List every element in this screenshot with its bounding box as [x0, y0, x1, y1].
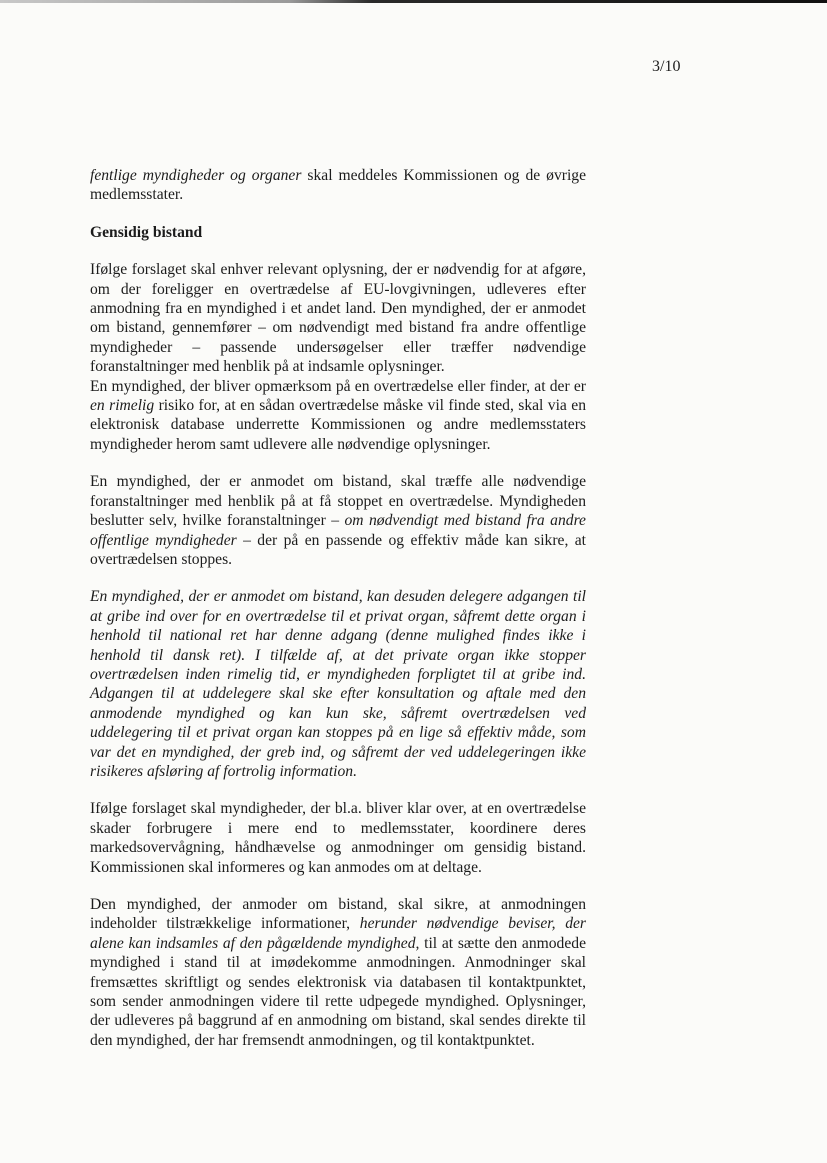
- page-number: 3/10: [652, 58, 681, 75]
- italic-text-run: herunder nødvendige beviser, der alene kan indsamles af den pågældende myndighed,: [90, 915, 586, 952]
- text-run: En myndighed, der bliver opmærksom på en overtrædelse eller finder, at der er: [90, 377, 586, 395]
- paragraph: [90, 166, 586, 205]
- italic-text-run: En myndighed, der er anmodet om bistand, kan desuden delegere adgangen til at gribe ind over for en overtrædelse til et privat organ, såfremt dette organ i henhold til national ret har denne adgang (denne mulighed findes ikke i henhold til dansk ret). I tilfælde af, at det private organ ikke stopper overtrædelsen inden rimelig tid, er myndigheden forpligtet til at gribe ind. Adgangen til at uddelegere skal ske efter konsultation og aftale med den anmodende myndighed og kan kun ske, såfremt overtrædelsen ved uddelegering til et privat organ kan stoppes på en lige så effektiv måde, som var det en myndighed, der greb ind, og såfremt der ved uddelegeringen ikke risikeres afsløring af fortrolig information.: [90, 588, 586, 780]
- text-run: skal meddeles Kommissionen og de øvrige medlemsstater.: [90, 167, 586, 204]
- paragraph: [90, 260, 586, 376]
- scan-edge: [0, 0, 827, 3]
- section-gensidig-bistand: [90, 223, 586, 377]
- text-run: – der på en passende og effektiv måde kan sikre, at overtrædelsen stoppes.: [90, 531, 586, 568]
- text-run: Ifølge forslaget skal enhver relevant oplysning, der er nødvendig for at afgøre, om der foreligger en overtrædelse af EU-lovgivningen, udleveres efter anmodning fra en myndighed i et andet land. Den myndighed, der er anmodet om bistand, gennemfører – om nødvendigt med bistand fra andre offentlige myndigheder – passende undersøgelser eller træffer nødvendige foranstaltninger med henblik på at indsamle oplysninger.: [90, 261, 586, 376]
- paragraph: [90, 799, 586, 877]
- paragraph: [90, 377, 586, 455]
- italic-text-run: fentlige myndigheder og organer: [90, 167, 302, 184]
- text-run: risiko for, at en sådan overtrædelse måske vil finde sted, skal via en elektronisk database underrette Kommissionen og andre medlemsstaters myndigheder herom samt udlevere alle nødvendige oplysninger.: [90, 397, 586, 453]
- paragraph: [90, 587, 586, 781]
- italic-text-run: en rimelig: [90, 397, 155, 415]
- document-body: [90, 166, 586, 1050]
- text-run: En myndighed, der er anmodet om bistand, skal træffe alle nødvendige foranstaltninger med henblik på at få stoppet en overtrædelse. Myndigheden beslutter selv, hvilke foranstaltninger –: [90, 473, 586, 530]
- text-run: Ifølge forslaget skal myndigheder, der bl.a. bliver klar over, at en overtrædelse skader forbrugere i mere end to medlemsstater, koordinere deres markedsovervågning, håndhævelse og anmodninger om gensidig bistand. Kommissionen skal informeres og kan anmodes om at deltage.: [90, 800, 586, 876]
- text-run: til at sætte den anmodede myndighed i stand til at imødekomme anmodningen. Anmodninger skal fremsættes skriftligt og sendes elektronisk via databasen til kontaktpunktet, som sender anmodningen videre til rette udpegede myndighed. Oplysninger, der udleveres på baggrund af en anmodning om bistand, skal sendes direkte til den myndighed, der har fremsendt anmodningen, og til kontaktpunktet.: [90, 934, 586, 1049]
- paragraph: [90, 472, 586, 569]
- section-heading: Gensidig bistand: [90, 223, 203, 241]
- text-run: Den myndighed, der anmoder om bistand, skal sikre, at anmodningen indeholder tilstrækkelige informationer,: [90, 896, 586, 933]
- italic-text-run: om nødvendigt med bistand fra andre offentlige myndigheder: [90, 512, 586, 549]
- paragraph: [90, 895, 586, 1050]
